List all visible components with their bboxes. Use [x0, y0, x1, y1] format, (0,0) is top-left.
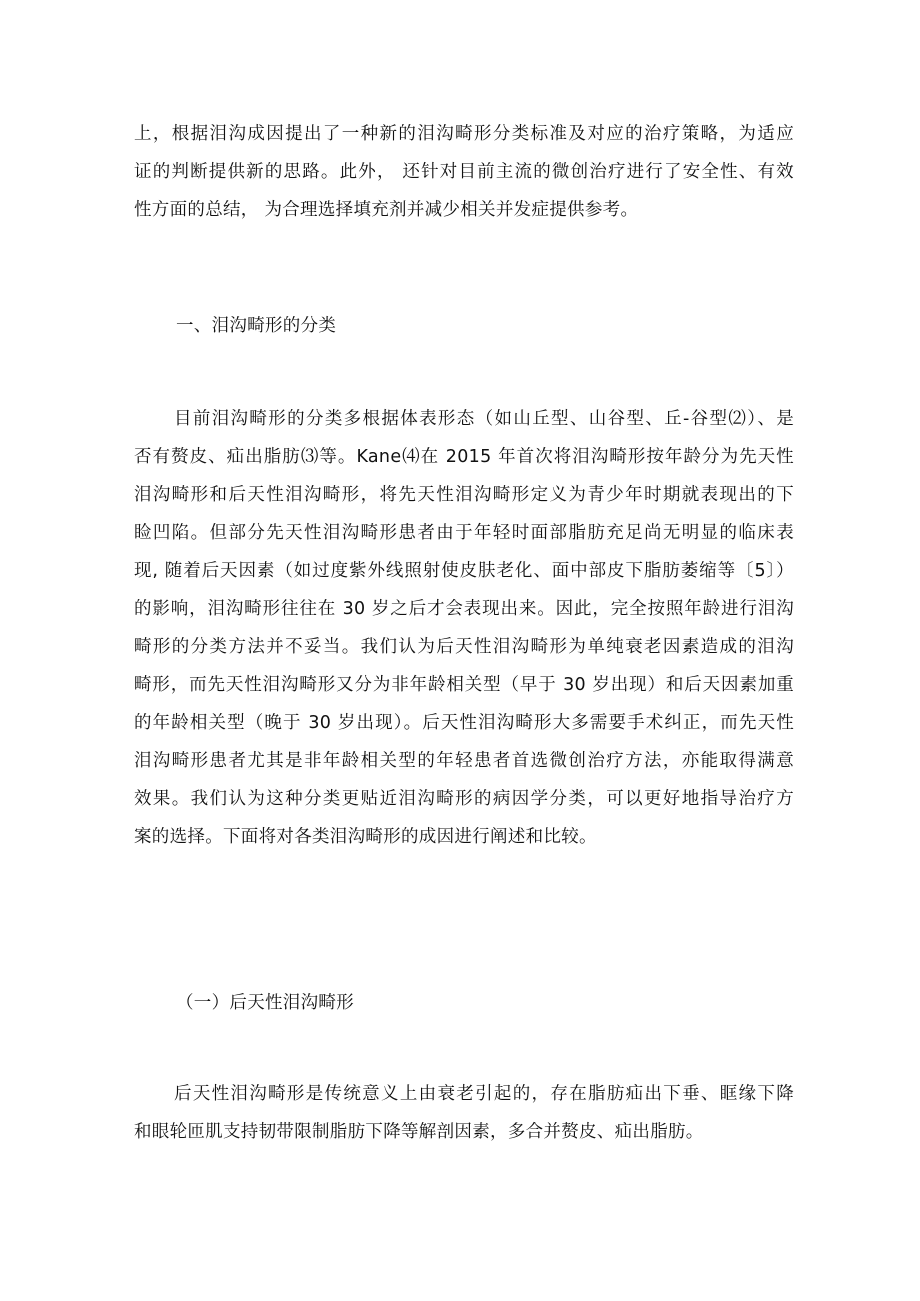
- paragraph-line: 泪沟畸形和后天性泪沟畸形，将先天性泪沟畸形定义为青少年时期就表现出的下: [134, 485, 794, 505]
- acquired-paragraph: [134, 1075, 794, 1151]
- paragraph-line: 效果。我们认为这种分类更贴近泪沟畸形的病因学分类，可以更好地指导治疗方: [134, 789, 794, 809]
- section-heading: 一、泪沟畸形的分类: [176, 316, 337, 336]
- paragraph-line: 否有赘皮、疝出脂肪⑶等。Kane⑷在 2015 年首次将泪沟畸形按年龄分为先天性: [134, 447, 794, 467]
- paragraph-line: 现, 随着后天因素（如过度紫外线照射使皮肤老化、面中部皮下脂肪萎缩等〔5〕）: [134, 561, 794, 581]
- paragraph-line: 后天性泪沟畸形是传统意义上由衰老引起的，存在脂肪疝出下垂、眶缘下降: [174, 1084, 794, 1104]
- paragraph-line: 睑凹陷。但部分先天性泪沟畸形患者由于年轻时面部脂肪充足尚无明显的临床表: [134, 523, 794, 543]
- paragraph-line: 和眼轮匝肌支持韧带限制脂肪下降等解剖因素，多合并赘皮、疝出脂肪。: [134, 1122, 704, 1142]
- classification-paragraph: [134, 400, 794, 856]
- paragraph-line: 案的选择。下面将对各类泪沟畸形的成因进行阐述和比较。: [134, 827, 597, 847]
- intro-paragraph: [134, 115, 794, 229]
- paragraph-line: 性方面的总结， 为合理选择填充剂并减少相关并发症提供参考。: [134, 200, 639, 220]
- subsection-heading: （一）后天性泪沟畸形: [176, 993, 354, 1013]
- paragraph-line: 的影响，泪沟畸形往往在 30 岁之后才会表现出来。因此，完全按照年龄进行泪沟: [134, 599, 794, 619]
- paragraph-line: 上，根据泪沟成因提出了一种新的泪沟畸形分类标准及对应的治疗策略，为适应: [134, 124, 794, 144]
- paragraph-line: 的年龄相关型（晚于 30 岁出现）。后天性泪沟畸形大多需要手术纠正，而先天性: [134, 713, 794, 733]
- paragraph-line: 畸形，而先天性泪沟畸形又分为非年龄相关型（早于 30 岁出现）和后天因素加重: [134, 675, 794, 695]
- paragraph-line: 畸形的分类方法并不妥当。我们认为后天性泪沟畸形为单纯衰老因素造成的泪沟: [134, 637, 794, 657]
- paragraph-line: 证的判断提供新的思路。此外， 还针对目前主流的微创治疗进行了安全性、有效: [134, 162, 794, 182]
- paragraph-line: 泪沟畸形患者尤其是非年龄相关型的年轻患者首选微创治疗方法，亦能取得满意: [134, 751, 794, 771]
- paragraph-line: 目前泪沟畸形的分类多根据体表形态（如山丘型、山谷型、丘-谷型⑵）、是: [174, 409, 794, 429]
